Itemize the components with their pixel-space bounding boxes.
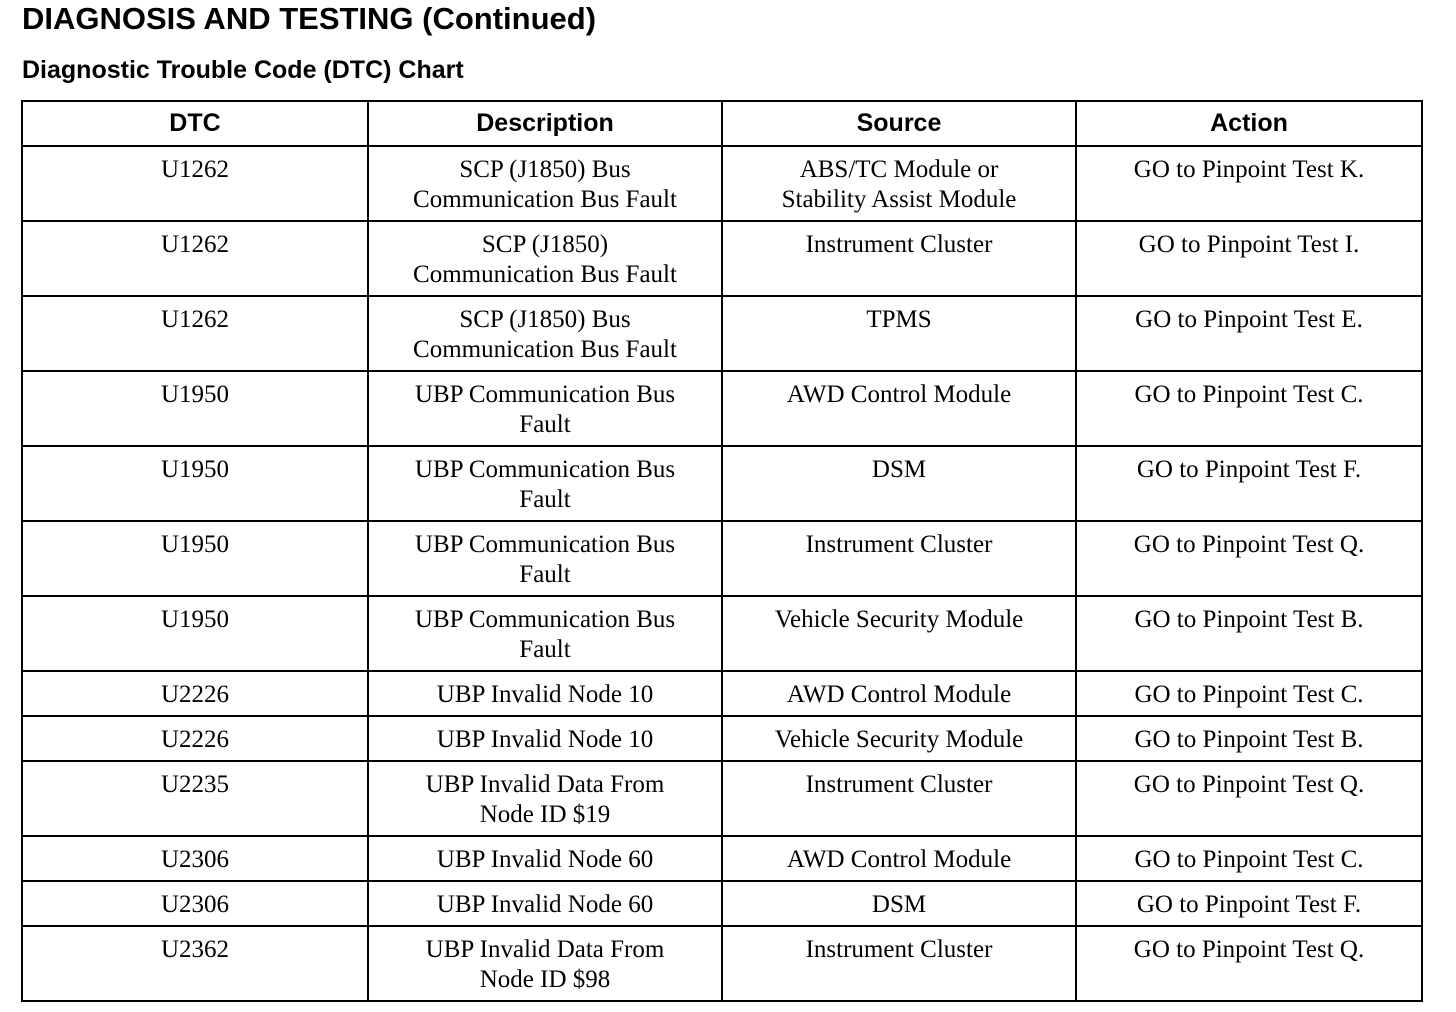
action-cell: GO to Pinpoint Test B. [1076,596,1422,671]
source-line: AWD Control Module [786,681,1012,708]
description-line: SCP (J1850) Bus [459,156,631,183]
source-line: AWD Control Module [786,846,1012,873]
description-line: UBP Invalid Node 60 [436,846,654,873]
table-row [22,926,1422,1001]
column-header-source: Source [722,101,1076,146]
source-cell [722,221,1076,296]
description-line: UBP Communication Bus [414,606,676,633]
source-cell [722,146,1076,221]
source-line: ABS/TC Module or [799,156,999,183]
action-cell: GO to Pinpoint Test F. [1076,446,1422,521]
table-row [22,521,1422,596]
description-cell [368,521,722,596]
table-body [22,146,1422,1001]
section-title: Diagnostic Trouble Code (DTC) Chart [22,56,464,84]
source-cell [722,716,1076,761]
column-header-action: Action [1076,101,1422,146]
source-line: Stability Assist Module [781,186,1017,213]
action-cell: GO to Pinpoint Test C. [1076,371,1422,446]
table-row [22,596,1422,671]
table-row [22,761,1422,836]
table-row [22,671,1422,716]
action-cell: GO to Pinpoint Test C. [1076,836,1422,881]
action-cell: GO to Pinpoint Test F. [1076,881,1422,926]
action-cell: GO to Pinpoint Test Q. [1076,521,1422,596]
source-line: Instrument Cluster [805,771,993,798]
table-row [22,716,1422,761]
source-line: Instrument Cluster [805,936,993,963]
description-line: Communication Bus Fault [413,186,677,213]
dtc-code-cell: U2235 [22,761,368,836]
description-line: Communication Bus Fault [413,261,677,288]
description-cell [368,881,722,926]
description-cell [368,371,722,446]
description-line: Node ID $19 [479,801,611,828]
dtc-code-cell: U1950 [22,521,368,596]
source-cell [722,446,1076,521]
action-cell: GO to Pinpoint Test Q. [1076,926,1422,1001]
source-cell [722,296,1076,371]
table-header-row [22,101,1422,146]
action-cell: GO to Pinpoint Test K. [1076,146,1422,221]
action-cell: GO to Pinpoint Test E. [1076,296,1422,371]
dtc-code-cell: U2226 [22,671,368,716]
table-row [22,371,1422,446]
source-cell [722,881,1076,926]
action-cell: GO to Pinpoint Test B. [1076,716,1422,761]
source-line: Instrument Cluster [805,531,993,558]
dtc-code-cell: U2362 [22,926,368,1001]
source-line: Instrument Cluster [805,231,993,258]
column-header-description: Description [368,101,722,146]
description-line: UBP Invalid Node 10 [436,681,654,708]
source-line: TPMS [866,306,932,333]
source-cell [722,371,1076,446]
source-cell [722,761,1076,836]
dtc-code-cell: U1950 [22,596,368,671]
description-cell [368,221,722,296]
table-row [22,221,1422,296]
description-line: Fault [519,636,571,663]
description-cell [368,716,722,761]
source-cell [722,521,1076,596]
table-row [22,296,1422,371]
description-line: UBP Communication Bus [414,456,676,483]
dtc-code-cell: U2226 [22,716,368,761]
table-row [22,881,1422,926]
dtc-code-cell: U2306 [22,836,368,881]
action-cell: GO to Pinpoint Test I. [1076,221,1422,296]
source-cell [722,926,1076,1001]
source-cell [722,671,1076,716]
description-cell [368,926,722,1001]
dtc-code-cell: U1950 [22,446,368,521]
description-line: Communication Bus Fault [413,336,677,363]
dtc-code-cell: U2306 [22,881,368,926]
description-line: UBP Communication Bus [414,531,676,558]
description-line: UBP Invalid Data From [425,771,665,798]
description-line: UBP Invalid Data From [425,936,665,963]
description-line: UBP Invalid Node 60 [436,891,654,918]
description-line: Fault [519,411,571,438]
table-row [22,146,1422,221]
description-line: Fault [519,561,571,588]
description-cell [368,446,722,521]
page-title: DIAGNOSIS AND TESTING (Continued) [22,1,597,36]
action-cell: GO to Pinpoint Test C. [1076,671,1422,716]
description-cell [368,296,722,371]
source-line: Vehicle Security Module [774,606,1024,633]
dtc-chart-table [21,100,1423,1002]
source-line: DSM [871,456,927,483]
source-line: DSM [871,891,927,918]
description-line: Fault [519,486,571,513]
dtc-code-cell: U1262 [22,296,368,371]
description-line: SCP (J1850) Bus [459,306,631,333]
dtc-code-cell: U1262 [22,146,368,221]
description-cell [368,146,722,221]
description-cell [368,671,722,716]
table-row [22,446,1422,521]
dtc-code-cell: U1262 [22,221,368,296]
source-line: AWD Control Module [786,381,1012,408]
description-line: UBP Communication Bus [414,381,676,408]
description-cell [368,836,722,881]
description-cell [368,761,722,836]
description-line: UBP Invalid Node 10 [436,726,654,753]
description-cell [368,596,722,671]
source-line: Vehicle Security Module [774,726,1024,753]
action-cell: GO to Pinpoint Test Q. [1076,761,1422,836]
column-header-dtc: DTC [22,101,368,146]
source-cell [722,596,1076,671]
table-row [22,836,1422,881]
description-line: Node ID $98 [479,966,611,993]
description-line: SCP (J1850) [481,231,609,258]
dtc-code-cell: U1950 [22,371,368,446]
source-cell [722,836,1076,881]
